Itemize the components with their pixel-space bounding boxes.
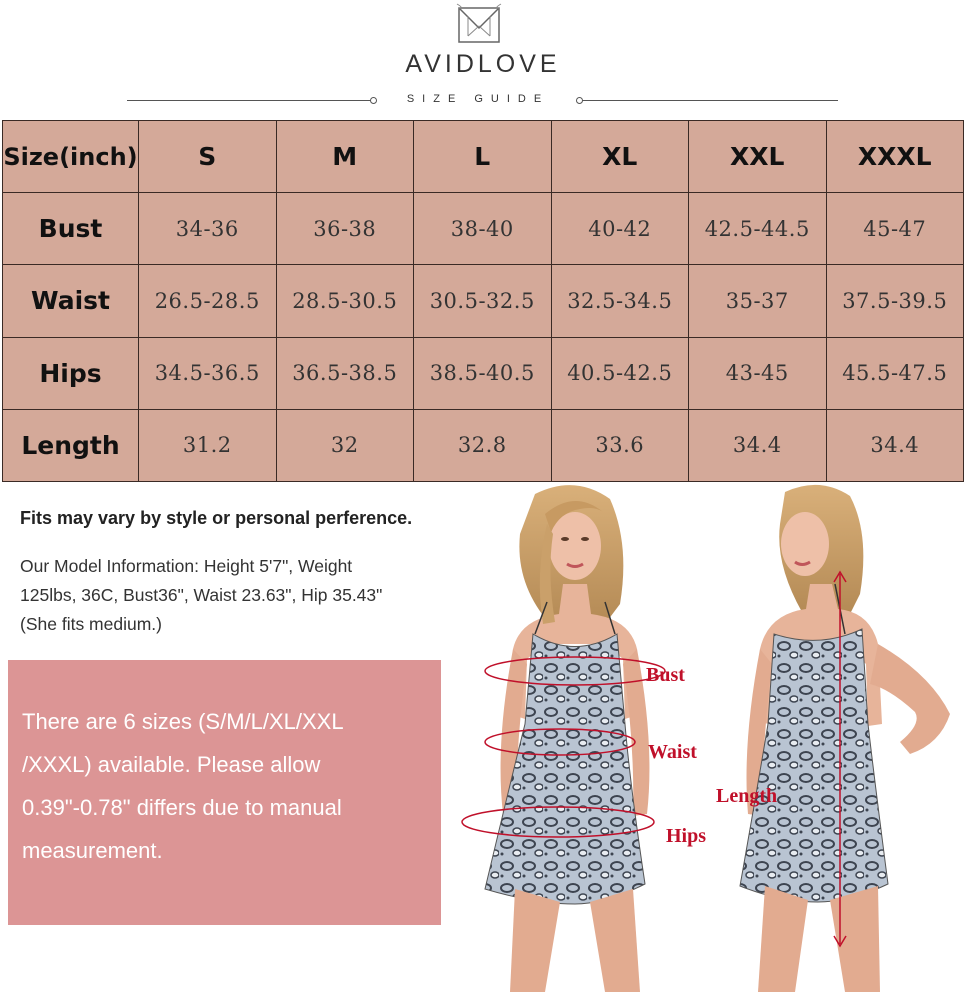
size-header: XXXL — [826, 121, 964, 193]
row-label-hips: Hips — [3, 337, 139, 409]
fit-disclaimer: Fits may vary by style or personal perference. — [20, 508, 413, 528]
sizes-callout-text — [22, 700, 432, 872]
table-cell: 34.4 — [689, 409, 827, 481]
table-row — [3, 337, 964, 409]
divider-right — [582, 100, 838, 101]
table-cell: 36-38 — [276, 193, 414, 265]
model-info-line: 125lbs, 36C, Bust36", Waist 23.63", Hip 35.43" — [20, 585, 383, 605]
row-label-bust: Bust — [3, 193, 139, 265]
brand-name: AVIDLOVE — [405, 50, 561, 78]
table-cell: 38.5-40.5 — [414, 337, 552, 409]
table-cell: 40.5-42.5 — [551, 337, 689, 409]
table-cell: 42.5-44.5 — [689, 193, 827, 265]
table-row — [3, 409, 964, 481]
row-label-length: Length — [3, 409, 139, 481]
table-cell: 34.5-36.5 — [139, 337, 277, 409]
table-cell: 37.5-39.5 — [826, 265, 964, 337]
model-front-illustration — [455, 484, 695, 992]
table-row — [3, 265, 964, 337]
table-cell: 38-40 — [414, 193, 552, 265]
table-cell: 34-36 — [139, 193, 277, 265]
table-cell: 31.2 — [139, 409, 277, 481]
table-cell: 33.6 — [551, 409, 689, 481]
size-header: M — [276, 121, 414, 193]
table-cell: 45-47 — [826, 193, 964, 265]
hips-label: Hips — [666, 825, 707, 847]
table-cell: 32.8 — [414, 409, 552, 481]
size-chart-table — [2, 120, 964, 482]
corner-header: Size(inch) — [3, 121, 139, 193]
table-header-row — [3, 121, 964, 193]
length-label: Length — [716, 785, 778, 807]
waist-label: Waist — [648, 741, 697, 763]
divider-dot-left — [370, 97, 377, 104]
table-cell: 35-37 — [689, 265, 827, 337]
table-cell: 43-45 — [689, 337, 827, 409]
callout-line: 0.39"-0.78" differs due to manual — [22, 795, 342, 820]
table-cell: 32.5-34.5 — [551, 265, 689, 337]
size-header: XXL — [689, 121, 827, 193]
table-cell: 45.5-47.5 — [826, 337, 964, 409]
table-cell: 34.4 — [826, 409, 964, 481]
table-cell: 30.5-32.5 — [414, 265, 552, 337]
table-cell: 32 — [276, 409, 414, 481]
brand-logo-icon — [456, 2, 502, 46]
size-header: L — [414, 121, 552, 193]
table-cell: 40-42 — [551, 193, 689, 265]
table-cell: 28.5-30.5 — [276, 265, 414, 337]
table-row — [3, 193, 964, 265]
divider-left — [127, 100, 371, 101]
model-back-illustration — [710, 484, 966, 992]
size-guide-title: SIZE GUIDE — [406, 93, 550, 105]
model-information — [20, 552, 470, 639]
callout-line: measurement. — [22, 838, 163, 863]
callout-line: /XXXL) available. Please allow — [22, 752, 321, 777]
bust-label: Bust — [646, 664, 685, 686]
size-header: XL — [551, 121, 689, 193]
size-header: S — [139, 121, 277, 193]
model-info-line: Our Model Information: Height 5'7", Weight — [20, 556, 353, 576]
table-cell: 26.5-28.5 — [139, 265, 277, 337]
model-info-line: (She fits medium.) — [20, 614, 162, 634]
callout-line: There are 6 sizes (S/M/L/XL/XXL — [22, 709, 344, 734]
table-cell: 36.5-38.5 — [276, 337, 414, 409]
row-label-waist: Waist — [3, 265, 139, 337]
